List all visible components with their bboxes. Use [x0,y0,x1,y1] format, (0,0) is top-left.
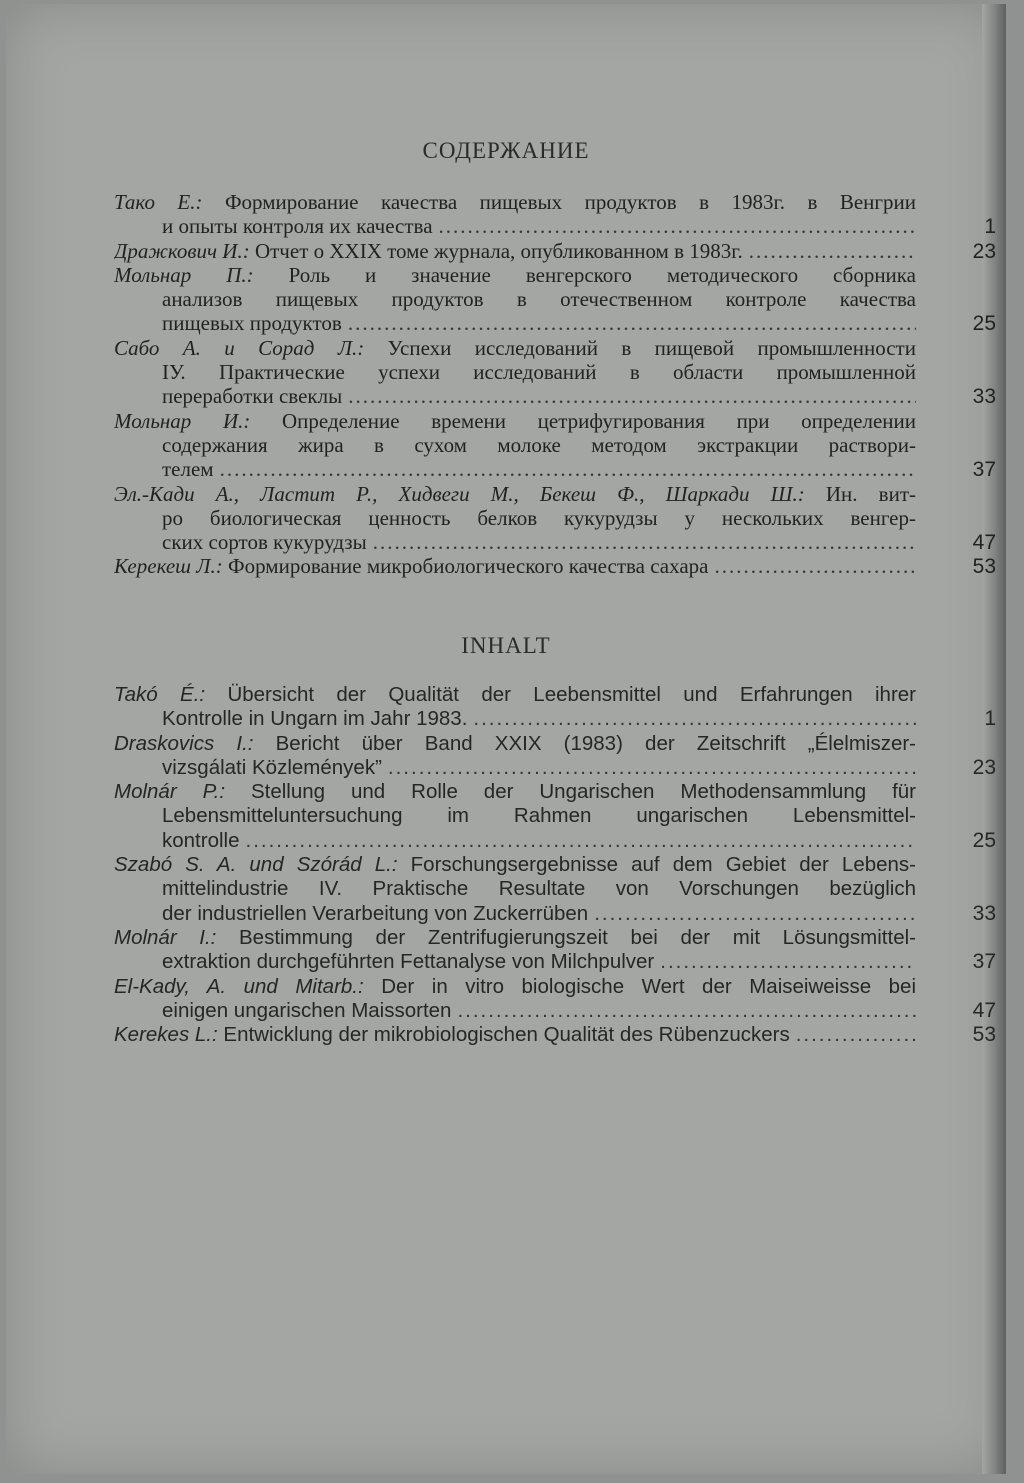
leader-dots [473,707,916,731]
toc-entry-title: Bericht über Band XXIX (1983) der Zeitschrift „Élelmiszer- [253,731,916,755]
toc-entry-text-run [162,829,240,853]
leader-dots [660,950,916,974]
toc-entry-line [114,829,996,853]
toc-entry-text [114,190,916,214]
toc-entry-text-run [114,409,916,433]
toc-entry-page-number: 37 [972,458,996,482]
toc-entry-text-run [162,384,342,408]
toc-entry-line [114,926,996,950]
toc-entry-line [114,756,996,780]
toc-entry-page-number: 25 [972,828,996,852]
toc-entry-line [114,554,996,578]
toc-entry-title: extraktion durchgeführten Fettanalyse von Milchpulver [162,950,655,974]
toc-entry-title: IУ. Практические успехи исследований в области промышленной [162,360,916,385]
toc-entry-page-number: 53 [972,1023,996,1047]
leader-dots [348,384,916,408]
toc-entry-author: Takó É.: [114,683,206,706]
leader-dots [714,554,916,578]
toc-entry-text [114,409,916,433]
toc-entry-text-run [162,287,916,311]
toc-entry-text-run [162,530,367,554]
toc-entry-title: Übersicht der Qualität der Leebensmittel und Erfahrungen ihrer [205,683,916,706]
toc-entry-text [114,999,916,1023]
toc-entry-title: kontrolle [162,828,240,852]
toc-entry-line [114,1023,996,1047]
toc-entry-page-number: 1 [984,215,996,239]
toc-entry-title: содержания жира в сухом молоке методом экстракции раствори- [162,432,916,457]
german-contents-list [114,683,996,1047]
toc-entry-line [114,214,996,238]
toc-entry-text-run [162,999,451,1023]
toc-entry-line [114,482,996,506]
russian-contents-list [114,190,996,579]
leader-dots [439,214,916,238]
toc-entry-line [114,263,996,287]
toc-entry-line [114,683,996,707]
toc-entry-text-run [114,263,916,287]
toc-entry-title: Определение времени цетрифугирования при определении [250,408,916,433]
toc-entry-title: анализов пищевых продуктов в отечественном контроле качества [162,287,916,312]
toc-entry-text [114,1023,916,1047]
toc-entry-author: Kerekes L.: [114,1023,218,1047]
toc-entry-line [114,780,996,804]
toc-entry-line [114,975,996,999]
toc-entry-title: der industriellen Verarbeitung von Zuckerrüben [162,901,589,925]
toc-entry-text-run [114,732,916,756]
toc-entry-text [114,877,916,901]
toc-entry-page-number: 23 [972,239,996,263]
toc-entry-text-run [114,780,916,804]
toc-entry [114,975,996,1024]
toc-entry-text-run [114,975,916,999]
toc-entry-page-number: 47 [972,531,996,555]
toc-entry-text-run [162,506,916,530]
toc-entry-title: Stellung und Rolle der Ungarischen Methodensammlung für [225,780,916,804]
toc-entry [114,409,996,482]
toc-entry-page-number: 47 [972,998,996,1022]
toc-entry-line [114,530,996,554]
toc-entry-author: Мольнар П.: [114,262,254,287]
toc-entry-text-run [162,457,214,481]
toc-entry [114,732,996,781]
toc-entry-text-run [114,336,916,360]
toc-entry [114,853,996,926]
toc-entry-text [114,384,916,408]
toc-entry-text [114,902,916,926]
toc-entry-line [114,853,996,877]
toc-entry-text [114,214,916,238]
toc-entry-title: Успехи исследований в пищевой промышленности [364,335,916,360]
toc-entry-text [114,926,916,950]
toc-entry-title: телем [162,457,214,482]
toc-entry-title: переработки свеклы [162,384,343,409]
toc-entry-text-run [114,853,916,877]
leader-dots [594,902,916,926]
toc-entry-text [114,482,916,506]
toc-entry-text [114,853,916,877]
toc-entry-text-run [114,554,708,578]
toc-entry-author: Molnár I.: [114,925,217,949]
toc-entry-text-run [162,756,382,780]
toc-entry-text [114,683,916,707]
toc-entry-line [114,409,996,433]
toc-entry-title: пищевых продуктов [162,311,342,336]
toc-entry-title: Der in vitro biologische Wert der Maiseiweisse bei [363,974,916,998]
toc-entry-line [114,239,996,263]
toc-entry-text [114,311,916,335]
toc-entry-title: Отчет о XXIX томе журнала, опубликованном в 1983г. [249,238,743,263]
toc-entry-line [114,384,996,408]
toc-entry-text-run [162,360,916,384]
leader-dots [373,530,916,554]
toc-entry-text-run [114,239,743,263]
toc-entry-text-run [114,482,916,506]
toc-entry-page-number: 25 [972,312,996,336]
toc-entry-line [114,804,996,828]
toc-entry-line [114,311,996,335]
toc-entry-title: Формирование качества пищевых продуктов в 1983г. в Венгрии [202,190,916,214]
toc-entry-text-run [162,804,916,828]
toc-entry-line [114,902,996,926]
toc-entry-page-number: 23 [972,755,996,779]
toc-entry-text [114,530,916,554]
toc-entry-text [114,336,916,360]
book-page [6,4,1006,1474]
toc-entry-text-run [114,926,916,950]
toc-entry-line [114,360,996,384]
toc-entry-title: Роль и значение венгерского методического сборника [253,262,916,287]
toc-entry-text [114,433,916,457]
leader-dots [220,457,916,481]
toc-entry-line [114,287,996,311]
toc-entry-line [114,877,996,901]
toc-entry-text [114,829,916,853]
toc-entry-page-number: 37 [972,950,996,974]
toc-entry [114,336,996,409]
toc-entry-text [114,360,916,384]
toc-entry-text [114,263,916,287]
toc-entry-title: Forschungsergebnisse auf dem Gebiet der Lebens- [397,853,916,877]
toc-entry [114,683,996,732]
toc-entry-text-run [162,433,916,457]
toc-entry-text [114,506,916,530]
toc-entry-author: Szabó S. A. und Szórád L.: [114,853,398,877]
toc-entry-text [114,707,916,731]
leader-dots [796,1023,916,1047]
toc-entry-title: Bestimmung der Zentrifugierungszeit bei der mit Lösungsmittel- [216,925,916,949]
leader-dots [749,239,916,263]
toc-entry-text [114,950,916,974]
toc-entry-text [114,554,916,578]
toc-entry-line [114,707,996,731]
russian-section-title: СОДЕРЖАНИЕ [422,138,590,163]
toc-entry-text-run [114,190,916,214]
toc-entry-page-number: 33 [972,385,996,409]
toc-entry-title: vizsgálati Közlemények” [162,755,382,779]
german-section-title: INHALT [461,633,551,658]
toc-entry-text-run [114,683,916,707]
toc-entry-text [114,780,916,804]
toc-entry-text [114,457,916,481]
toc-entry-author: Draskovics I.: [114,731,254,755]
toc-entry-text-run [162,707,467,731]
toc-entry [114,239,996,263]
toc-entry-text [114,732,916,756]
toc-entry-line [114,336,996,360]
leader-dots [348,311,916,335]
toc-entry-text [114,975,916,999]
toc-entry-title: ских сортов кукурудзы [162,530,367,555]
toc-entry-title: Entwicklung der mikrobiologischen Qualität des Rübenzuckers [217,1023,790,1047]
toc-entry-title: Формирование микробиологического качества сахара [222,554,709,579]
toc-entry-title: и опыты контроля их качества [162,214,433,239]
toc-entry [114,780,996,853]
toc-entry-text-run [162,311,342,335]
toc-entry-author: Дражкович И.: [114,238,250,263]
toc-entry-text-run [162,877,916,901]
toc-entry-line [114,732,996,756]
toc-entry-text [114,239,916,263]
toc-entry-line [114,190,996,214]
toc-entry-title: Lebensmitteluntersuchung im Rahmen ungarischen Lebensmittel- [162,804,916,828]
toc-entry-page-number: 53 [972,555,996,579]
toc-entry-title: einigen ungarischen Maissorten [162,998,452,1022]
toc-entry-author: Тако Е.: [114,190,203,214]
toc-entry-text-run [162,950,654,974]
toc-entry-title: Ин. вит- [804,481,916,506]
toc-entry [114,190,996,239]
leader-dots [246,829,917,853]
toc-entry-text [114,756,916,780]
toc-entry [114,263,996,336]
toc-entry-text-run [114,1023,790,1047]
toc-entry-page-number: 33 [972,901,996,925]
toc-entry-author: El-Kady, A. und Mitarb.: [114,974,364,998]
toc-entry-author: Сабо А. и Сорад Л.: [114,335,365,360]
toc-entry-author: Molnár P.: [114,780,226,804]
toc-entry-author: Эл.-Кади А., Ластит Р., Хидвеги М., Бекеш Ф., Шаркади Ш.: [114,481,805,506]
toc-entry-author: Мольнар И.: [114,408,251,433]
toc-entry-title: mittelindustrie IV. Praktische Resultate von Vorschungen bezüglich [162,877,916,901]
toc-entry-text [114,287,916,311]
toc-entry [114,1023,996,1047]
toc-entry-line [114,950,996,974]
toc-entry-line [114,457,996,481]
toc-entry-page-number: 1 [984,707,996,731]
toc-entry-line [114,999,996,1023]
toc-entry-text [114,804,916,828]
toc-entry [114,482,996,555]
toc-entry-line [114,433,996,457]
toc-entry-title: ро биологическая ценность белков кукурудзы у нескольких венгер- [162,505,916,530]
toc-entry-text-run [162,902,588,926]
leader-dots [388,756,916,780]
toc-entry-title: Kontrolle in Ungarn im Jahr 1983. [162,707,468,731]
toc-entry [114,926,996,975]
leader-dots [457,999,916,1023]
toc-entry-text-run [162,214,433,238]
toc-entry [114,554,996,578]
toc-entry-line [114,506,996,530]
toc-entry-author: Керекеш Л.: [114,554,223,579]
